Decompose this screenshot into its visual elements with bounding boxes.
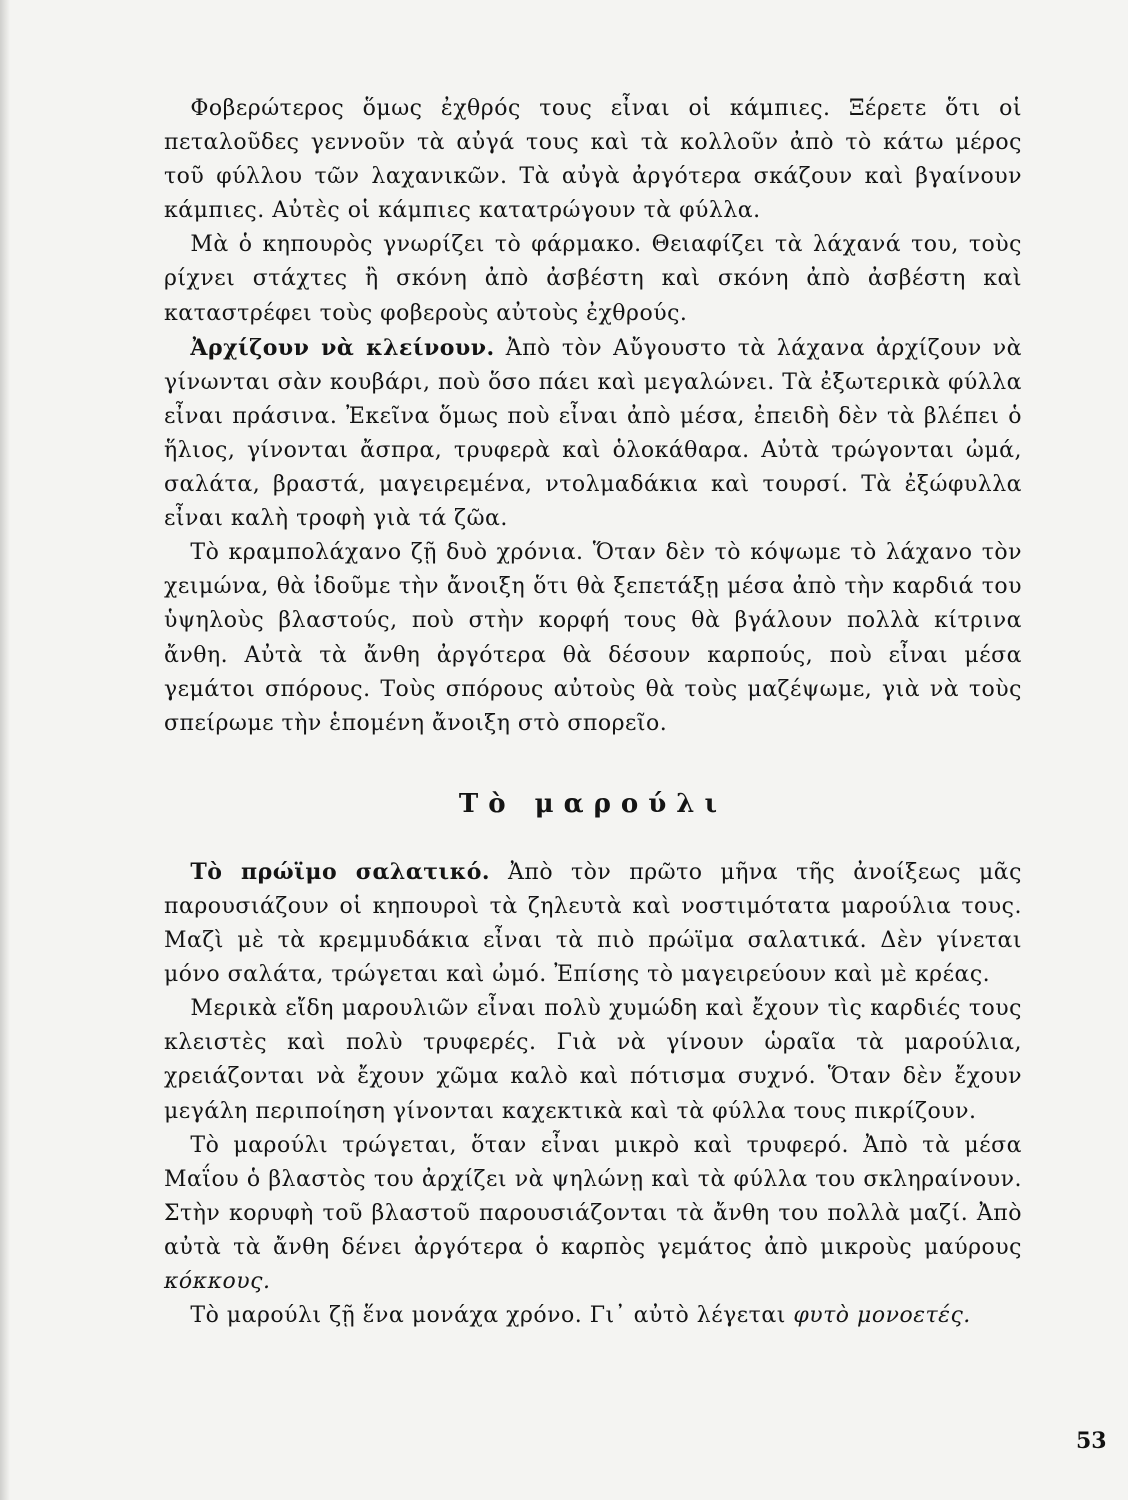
page-binding-shadow (0, 0, 10, 1500)
paragraph-body: Τὸ μαρούλι τρώγεται, ὅταν εἶναι μικρὸ καὶ τρυφερό. Ἀπὸ τὰ μέσα Μαΐου ὁ βλαστὸς του ἀρχίζει νὰ ψηλώνῃ καὶ τὰ φύλλα του σκληραίνουν. Στὴν κορυφὴ τοῦ βλαστοῦ παρουσιάζονται τὰ ἄνθη του πολλὰ μαζί. Ἀπὸ αὐτὰ τὰ ἄνθη δένει ἀργότερα ὁ καρπὸς γεμάτος ἀπὸ μικροὺς μαύρους (164, 1132, 1022, 1260)
paragraph-kohlrabi: Τὸ κραμπολάχανο ζῇ δυὸ χρόνια. Ὅταν δὲν τὸ κόψωμε τὸ λάχανο τὸν χειμώνα, θὰ ἰδοῦμε τὴν ἄνοιξη ὅτι θὰ ξεπετάξῃ μέσα ἀπὸ τὴν καρδιά του ὑψηλοὺς βλαστούς, ποὺ στὴν κορφή τους θὰ βγάλουν πολλὰ κίτρινα ἄνθη. Αὐτὰ τὰ ἄνθη ἀργότερα θὰ δέσουν καρπούς, ποὺ εἶναι μέσα γεμάτοι σπόρους. Τοὺς σπόρους αὐτοὺς θὰ τοὺς μαζέψωμε, γιὰ νὰ τοὺς σπείρωμε τὴν ἑπομένη ἄνοιξη στὸ σπορεῖο. (164, 540, 1022, 736)
italic-term: φυτὸ μονοετές. (793, 1303, 971, 1329)
paragraph-closing-cabbage (164, 331, 1022, 537)
page-text (164, 92, 1022, 1333)
paragraph-lettuce-annual (164, 1299, 1022, 1333)
paragraph-body: Ἀπὸ τὸν πρῶτο μῆνα τῆς ἀνοίξεως μᾶς παρουσιάζουν οἱ κηπουροὶ τὰ ζηλευτὰ καὶ νοστιμότατα μαρούλια τους. Μαζὶ μὲ τὰ κρεμμυδάκια εἶναι τὰ πιὸ πρώϊμα σαλατικά. Δὲν γίνεται μόνο σαλάτα, τρώγεται καὶ ὠμό. Ἐπίσης τὸ μαγειρεύουν καὶ μὲ κρέας. (164, 859, 1022, 988)
paragraph-remedy: Μὰ ὁ κηπουρὸς γνωρίζει τὸ φάρμακο. Θειαφίζει τὰ λάχανά του, τοὺς ρίχνει στάχτες ἢ σκόνη ἀπὸ ἀσβέστη καὶ σκόνη ἀπὸ ἀσβέστη καὶ καταστρέφει τοὺς φοβεροὺς αὐτοὺς ἐχθρούς. (164, 232, 1022, 326)
paragraph-lettuce-growth (164, 1129, 1022, 1299)
paragraph-lead-heading: Ἀρχίζουν νὰ κλείνουν. (190, 334, 495, 361)
paragraph-body: Ἀπὸ τὸν Αὔγουστο τὰ λάχανα ἀρχίζουν νὰ γίνωνται σὰν κουβάρι, ποὺ ὅσο πάει καὶ μεγαλώνει. Τὰ ἐξωτερικὰ φύλλα εἶναι πράσινα. Ἐκεῖνα ὅμως ποὺ εἶναι ἀπὸ μέσα, ἐπειδὴ δὲν τὰ βλέπει ὁ ἥλιος, γίνονται ἄσπρα, τρυφερὰ καὶ ὁλοκάθαρα. Αὐτὰ τρώγονται ὠμά, σαλάτα, βραστά, μαγειρεμένα, ντολμαδάκια καὶ τουρσί. Τὰ ἐξώφυλλα εἶναι καλὴ τροφὴ γιὰ τά ζῶα. (164, 335, 1023, 532)
paragraph-lettuce-kinds: Μερικὰ εἴδη μαρουλιῶν εἶναι πολὺ χυμώδη καὶ ἔχουν τὶς καρδιές τους κλειστὲς καὶ πολὺ τρυφερές. Γιὰ νὰ γίνουν ὡραῖα τὰ μαρούλια, χρειάζονται νὰ ἔχουν χῶμα καλὸ καὶ πότισμα συχνό. Ὅταν δὲν ἔχουν μεγάλη περιποίηση γίνονται καχεκτικὰ καὶ τὰ φύλλα τους πικρίζουν. (164, 996, 1022, 1124)
paragraph-early-salad (164, 855, 1022, 992)
paragraph-lead-heading: Τὸ πρώϊμο σαλατικό. (190, 858, 491, 885)
paragraph-body: Τὸ μαρούλι ζῇ ἕνα μονάχα χρόνο. Γι᾿ αὐτὸ λέγεται (190, 1303, 786, 1329)
paragraph-caterpillars: Φοβερώτερος ὅμως ἐχθρός τους εἶναι οἱ κάμπιες. Ξέρετε ὅτι οἱ πεταλοῦδες γεννοῦν τὰ αὐγά τους καὶ τὰ κολλοῦν ἀπὸ τὸ κάτω μέρος τοῦ φύλλου τῶν λαχανικῶν. Τὰ αὐγὰ ἀργότερα σκάζουν καὶ βγαίνουν κάμπιες. Αὐτὲς οἱ κάμπιες κατατρώγουν τὰ φύλλα. (164, 96, 1022, 224)
italic-term: κόκκους. (164, 1269, 271, 1294)
page-number: 53 (1076, 1428, 1107, 1454)
section-title: Τὸ μαρούλι (458, 788, 728, 819)
